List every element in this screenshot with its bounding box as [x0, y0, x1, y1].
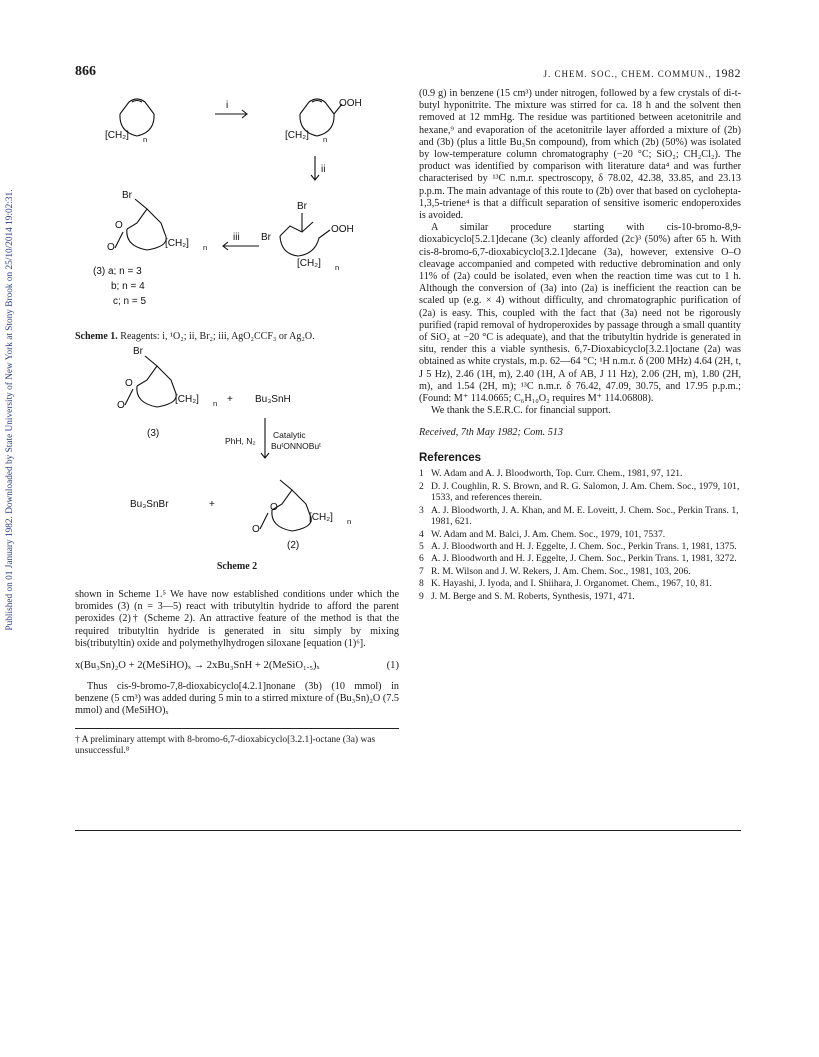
reference-number: 4: [419, 528, 424, 540]
compound-3c-label: c; n = 5: [113, 296, 147, 307]
reference-item: [419, 578, 741, 589]
bromo-hydroperoxide-ring: [280, 222, 313, 236]
hyponitrite-label: BuᵗONNOBuᵗ: [271, 440, 322, 451]
reference-item: [419, 541, 741, 552]
hydroperoxide-ring: [300, 99, 334, 114]
scheme-1-diagram: [75, 88, 399, 322]
bromide-3-bicycle: [137, 356, 157, 386]
journal-year: 1982: [715, 66, 741, 80]
ch2n-label-1: [CH₂]: [105, 130, 129, 141]
step-ii-label: ii: [321, 164, 326, 175]
scheme-1-caption: [75, 331, 399, 344]
o-label-s2-4: O: [252, 523, 260, 535]
equation-1-expression: x(Bu₃Sn)₂O + 2(MeSiHO)ₓ → 2xBu₃SnH + 2(MeSiO₁.₅)ₓ: [75, 660, 320, 672]
o-label-s2-2: O: [117, 399, 125, 411]
download-notice: [3, 150, 17, 670]
n-sub-4: n: [203, 243, 208, 252]
reference-item: [419, 505, 741, 528]
br-label-s2: Br: [133, 345, 143, 357]
reference-item: [419, 529, 741, 540]
right-column: [419, 88, 741, 603]
reference-number: 8: [419, 578, 424, 590]
right-paragraph-1: (0.9 g) in benzene (15 cm³) under nitrogen, followed by a few crystals of di-t-butyl hyponitrite. The mixture was stirred for ca. 18 h and the solvent then removed at 12 mmHg. The residue was partitioned between acetonitrile and hexane,⁹ and evaporation of the acetonitrile layer afforded a mixture of (2b) and (3b) (plus a little Bu₃Sn compound), from which (2b) (50%) was isolated by low-temperature column chromatography (−20 °C; SiO₂; CH₂Cl₂). The product was identified by comparison with literature data⁴ and was further characterised by ¹³C n.m.r. spectroscopy, δ 78.02, 42.38, 33.85, and 23.13 p.p.m. The main advantage of this route to (2b) over that based on cyclohepta-1,3,5-triene⁴ is that a difficult separation of sensitive isomeric endoperoxides is avoided.: [419, 88, 741, 222]
n-sub-2: n: [323, 135, 328, 144]
compound-3-label: (3): [147, 427, 160, 439]
scheme-1-caption-text: Reagents: i, ¹O₂; ii, Br₂; iii, AgO₂CCF₃ or Ag₂O.: [117, 331, 315, 342]
reference-item: [419, 468, 741, 479]
reference-item: [419, 591, 741, 602]
reference-text: J. M. Berge and S. M. Roberts, Synthesis, 1971, 471.: [431, 590, 635, 602]
n-sub-s2-2: n: [347, 516, 352, 526]
n-sub-3: n: [335, 263, 340, 272]
o-label-s2-1: O: [125, 377, 133, 389]
reference-text: D. J. Coughlin, R. S. Brown, and R. G. Salomon, J. Am. Chem. Soc., 1979, 101, 1533, and references therein.: [431, 480, 740, 504]
reference-text: R. M. Wilson and J. W. Rekers, J. Am. Chem. Soc., 1981, 103, 206.: [431, 565, 691, 577]
step-iii-label: iii: [233, 232, 240, 243]
ooh-label-1: OOH: [339, 98, 362, 109]
reference-item: [419, 481, 741, 504]
plus-sign-2: +: [209, 498, 215, 510]
cycloalkene-ring: [120, 99, 154, 114]
reference-text: A. J. Bloodworth and H. J. Eggelte, J. Chem. Soc., Perkin Trans. 1, 1981, 3272.: [431, 553, 737, 565]
reference-text: A. J. Bloodworth, J. A. Khan, and M. E. Loveitt, J. Chem. Soc., Perkin Trans. 1, 1981, 621.: [431, 504, 739, 528]
br-label-3: Br: [122, 190, 132, 201]
ch2n-label-4: [CH₂]: [165, 238, 189, 249]
footnote: † A preliminary attempt with 8-bromo-6,7-dioxabicyclo[3.2.1]-octane (3a) was unsuccessful.⁸: [75, 734, 376, 757]
compound-3b-label: b; n = 4: [111, 281, 145, 292]
step-i-label: i: [226, 100, 229, 111]
ch2n-label-2: [CH₂]: [285, 130, 309, 141]
reference-item: [419, 553, 741, 564]
ooh-label-2: OOH: [331, 224, 354, 235]
plus-sign-1: +: [227, 393, 233, 405]
left-paragraph-2: Thus cis-9-bromo-7,8-dioxabicyclo[4.2.1]nonane (3b) (10 mmol) in benzene (5 cm³) was added during 5 min to a stirred mixture of (Bu₃Sn)₂O (7.5 mmol) and (MeSiHO)ₓ: [75, 681, 399, 717]
reference-number: 3: [419, 504, 424, 516]
reference-number: 9: [419, 590, 424, 602]
reference-item: [419, 566, 741, 577]
ch2n-label-3: [CH₂]: [297, 258, 321, 269]
br-label-1: Br: [297, 201, 307, 212]
references-list: [419, 468, 741, 601]
scheme-2-caption: Scheme 2: [216, 560, 258, 572]
references-heading: References: [419, 452, 482, 465]
reference-number: 1: [419, 468, 424, 480]
compound-2-label: (2): [287, 539, 300, 551]
page-number: 866: [75, 64, 96, 79]
journal-name: J. CHEM. SOC., CHEM. COMMUN.,: [543, 69, 712, 79]
right-paragraph-2: A similar procedure starting with cis-10-bromo-8,9-dioxabicyclo[5.2.1]decane (3c) cleanly afforded (2c)³ (50%) after 65 h. With cis-8-bromo-6,7-dioxabicyclo[3.2.1]decane (3a), however, extensive O–O cleavage accompanied and competed with reductive debromination and only 11% of (2a) could be isolated, even when the reaction time was cut to 1 h. Although the conversion of (3a) into (2a) is inefficient the reaction can be scaled up (e.g. × 4) without difficulty, and chromatographic purification of (2a) is easy. This, coupled with the fact that (3a) need not be rigorously purified (rapid removal of hydroperoxides by passage through a small quantity of SiO₂ at −20 °C is adequate), and that the tributyltin hydride is generated in situ, render this a viable synthesis. 6,7-Dioxabicyclo[3.2.1]octane (2a) was obtained as white crystals, m.p. 62—64 °C; ¹H n.m.r. δ (200 MHz) 4.64 (2H, t, J 5 Hz), 2.46 (1H, m), 2.40 (1H, A of AB, J 11 Hz), 2.06 (2H, m), 1.80 (2H, m), and 1.54 (2H, m); ¹³C n.m.r. δ 76.42, 47.09, 30.75, and 17.95 p.p.m.; (Found: M⁺ 114.0665; C₆H₁₀O₂ requires M⁺ 114.06808).: [419, 222, 741, 405]
ch2n-label-s2-2: [CH₂]: [309, 511, 333, 523]
bottom-rule: [75, 830, 741, 831]
compound-3a-label: (3) a; n = 3: [93, 266, 142, 277]
footnote-divider: [75, 728, 399, 729]
left-paragraph-1: shown in Scheme 1.⁵ We have now established conditions under which the bromides (3) (n = 3—5) react with tributyltin hydride to afford the parent peroxides (2)† (Scheme 2). An attractive feature of the method is that the required tributyltin hydride is generated in situ simply by mixing bis(tributyltin) oxide and polymethylhydrogen siloxane [equation (1)⁶].: [75, 589, 399, 649]
reference-text: W. Adam and M. Balci, J. Am. Chem. Soc., 1979, 101, 7537.: [431, 528, 666, 540]
bu3snbr-label: Bu₃SnBr: [130, 498, 169, 510]
reference-number: 2: [419, 480, 424, 492]
n-sub-1: n: [143, 135, 148, 144]
received-date: Received, 7th May 1982; Com. 513: [419, 427, 563, 439]
o-label-2: O: [107, 242, 115, 253]
equation-1-number: (1): [386, 660, 399, 672]
bromo-peroxide-bicycle: [127, 199, 147, 229]
scheme-1-caption-label: Scheme 1.: [75, 331, 118, 342]
journal-header: [543, 66, 741, 81]
reference-text: A. J. Bloodworth and H. J. Eggelte, J. Chem. Soc., Perkin Trans. 1, 1981, 1375.: [431, 540, 737, 552]
o-label-s2-3: O: [270, 501, 278, 513]
br-label-2: Br: [261, 232, 271, 243]
bu3snh-label: Bu₃SnH: [255, 393, 291, 405]
equation-1: [75, 660, 399, 671]
catalytic-label: Catalytic: [273, 429, 306, 440]
running-header: [75, 64, 741, 80]
download-notice-text: Published on 01 January 1982. Downloaded by State University of New York at Stony Brook on 25/10/2014 19:02:31.: [5, 189, 15, 631]
o-label-1: O: [115, 220, 123, 231]
reference-number: 5: [419, 540, 424, 552]
acknowledgement: We thank the S.E.R.C. for financial support.: [431, 405, 611, 417]
reference-text: K. Hayashi, J. Iyoda, and I. Shiihara, J. Organomet. Chem., 1967, 10, 81.: [431, 578, 712, 590]
left-column: [75, 88, 399, 758]
ch2n-label-s2-1: [CH₂]: [175, 393, 199, 405]
reference-text: W. Adam and A. J. Bloodworth, Top. Curr. Chem., 1981, 97, 121.: [431, 468, 683, 480]
reference-number: 7: [419, 565, 424, 577]
scheme-2-diagram: [75, 344, 399, 554]
reference-number: 6: [419, 553, 424, 565]
n-sub-s2-1: n: [213, 398, 218, 408]
phh-n2-label: PhH, N₂: [225, 435, 256, 446]
